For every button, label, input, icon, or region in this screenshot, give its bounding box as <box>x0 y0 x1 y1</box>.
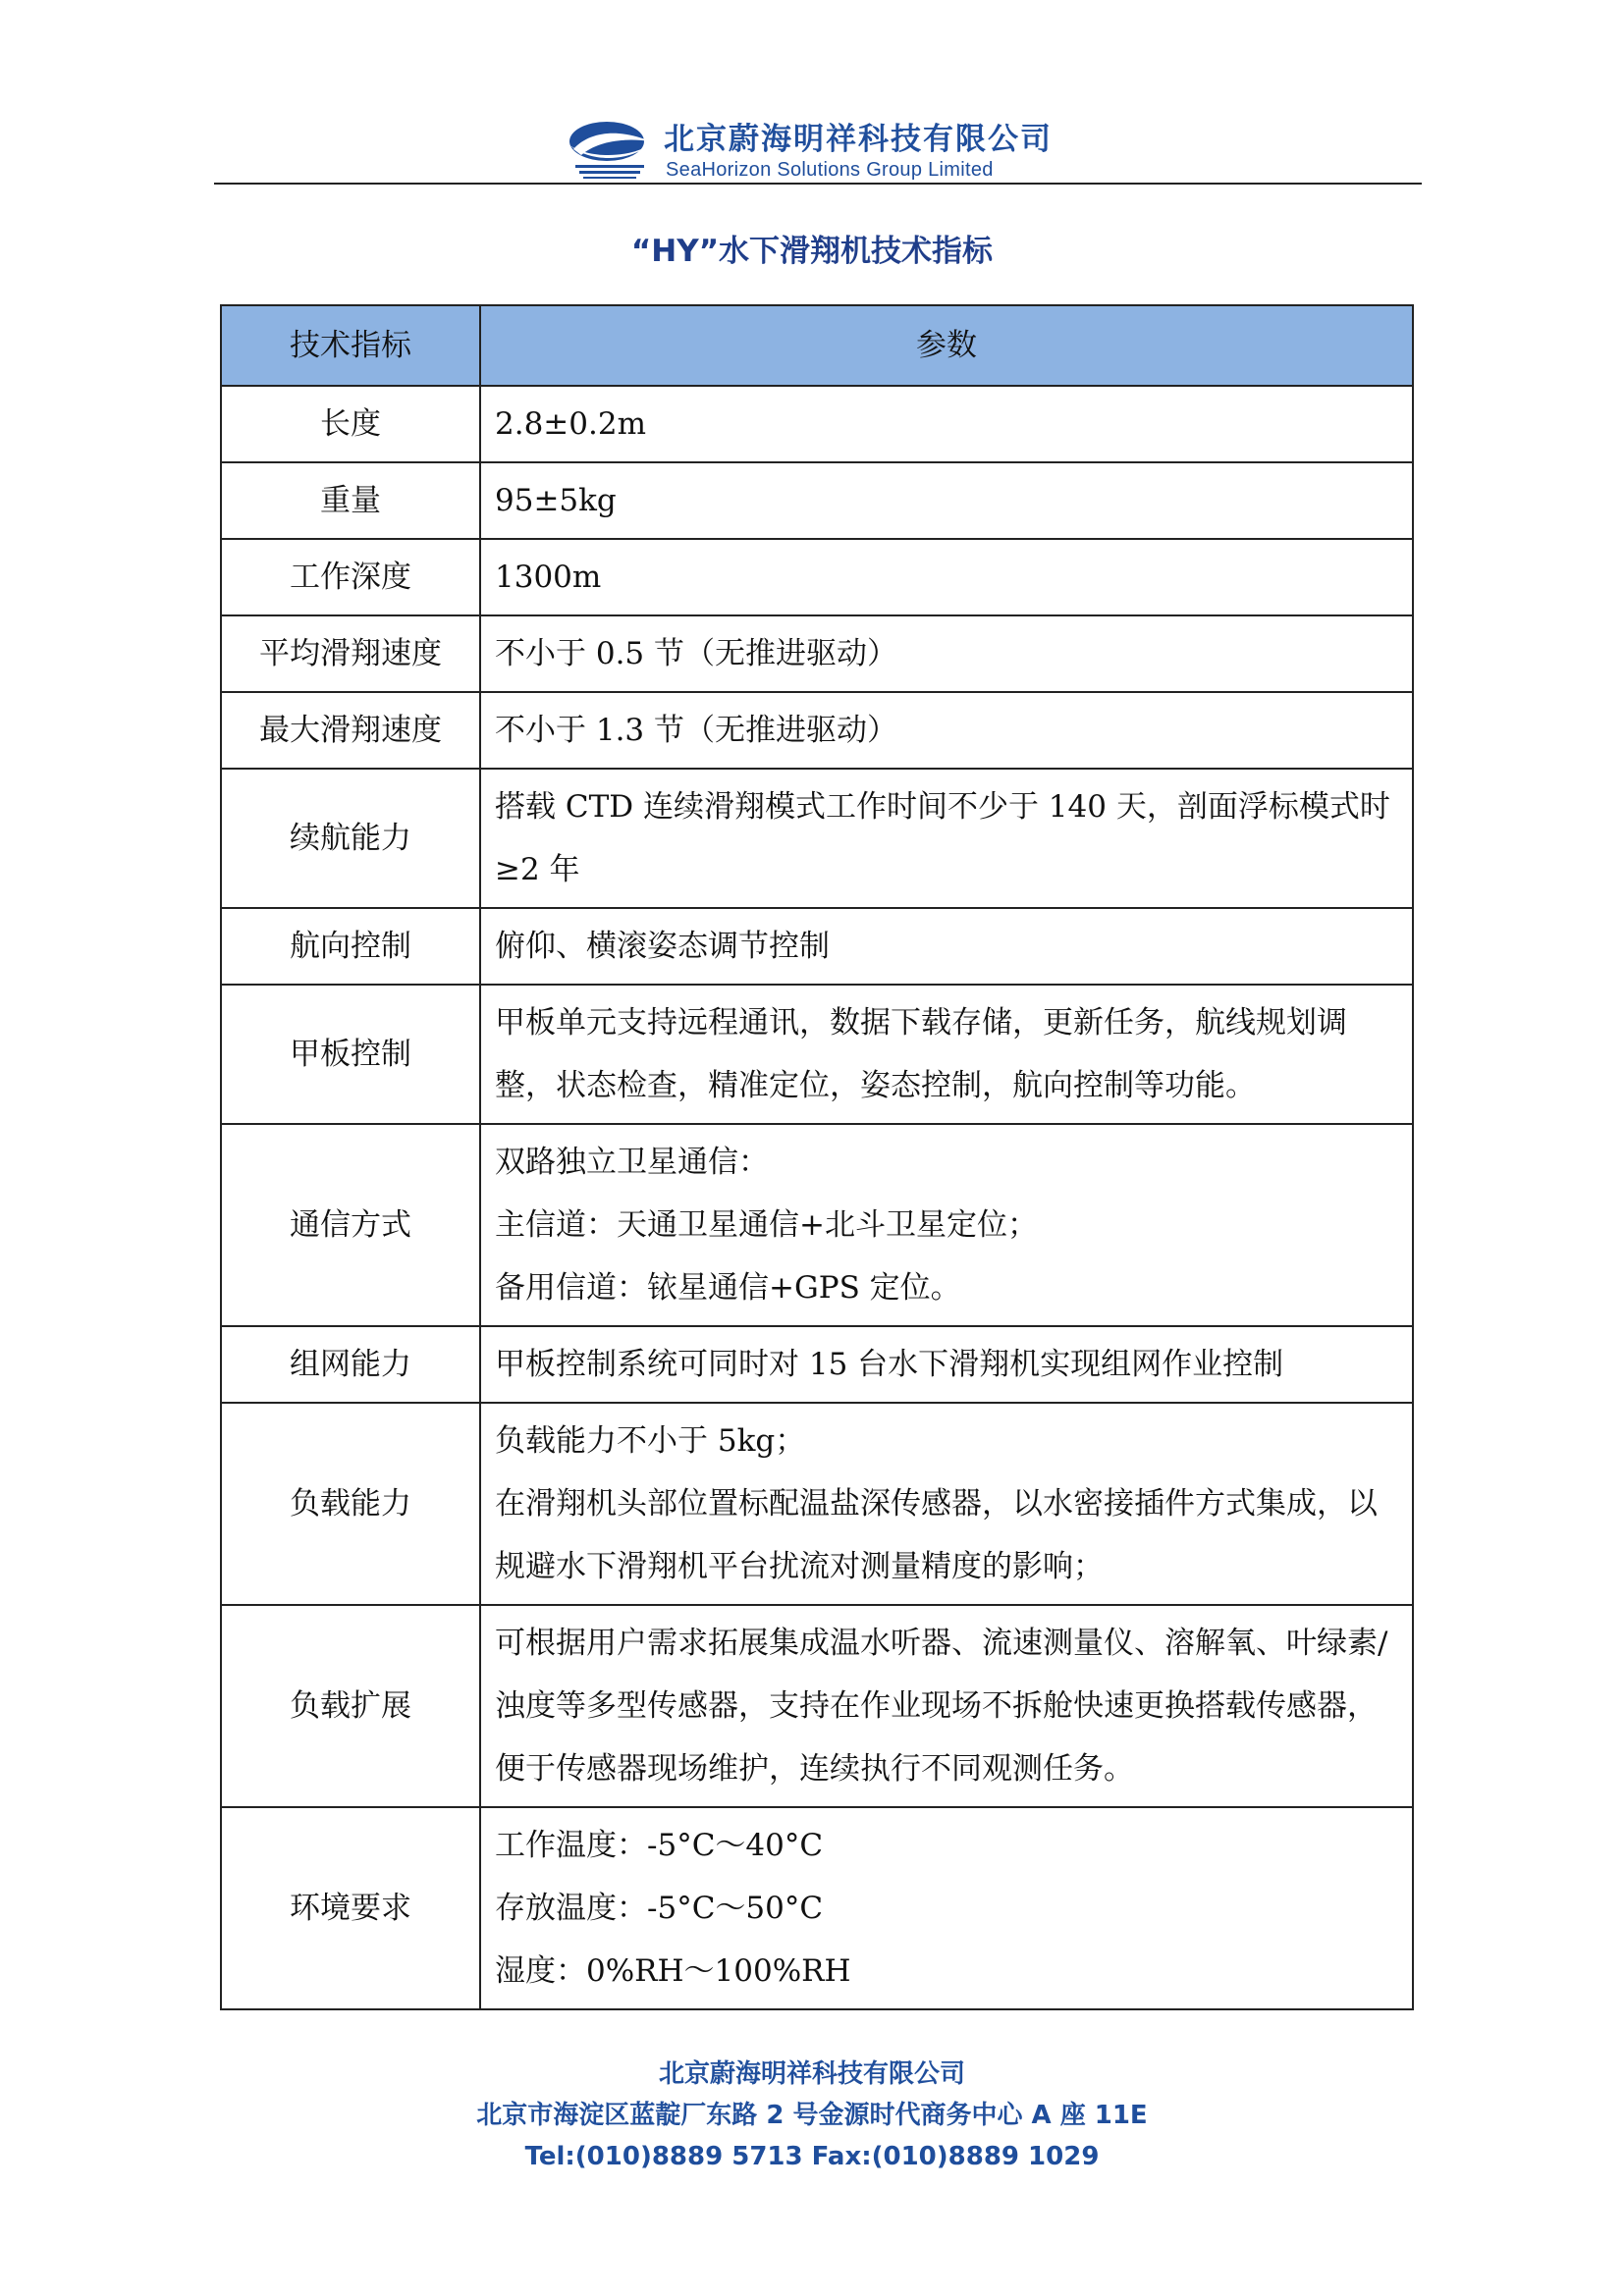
footer <box>0 2054 1624 2177</box>
spec-value <box>480 539 1413 615</box>
table-row <box>221 692 1413 769</box>
spec-key: 航向控制 <box>221 908 480 985</box>
spec-value <box>480 1807 1413 2009</box>
spec-value-line: 2.8±0.2m <box>495 406 646 442</box>
spec-key: 负载能力 <box>221 1403 480 1605</box>
spec-key: 长度 <box>221 386 480 462</box>
company-name-en: SeaHorizon Solutions Group Limited <box>666 159 994 181</box>
spec-value-line: 备用信道：铱星通信+GPS 定位。 <box>495 1270 961 1306</box>
spec-table <box>220 304 1414 2010</box>
spec-value-line: 双路独立卫星通信： <box>495 1145 769 1180</box>
spec-value <box>480 386 1413 462</box>
letterhead <box>0 108 1624 187</box>
footer-contact: Tel:(010)8889 5713 Fax:(010)8889 1029 <box>524 2142 1100 2171</box>
spec-value-line: 可根据用户需求拓展集成温水听器、流速测量仪、溶解氧、叶绿素/浊度等多型传感器，支持在作业现场不拆舱快速更换搭载传感器，便于传感器现场维护，连续执行不同观测任务。 <box>495 1626 1388 1787</box>
footer-company: 北京蔚海明祥科技有限公司 <box>658 2059 965 2089</box>
spec-key: 负载扩展 <box>221 1605 480 1807</box>
spec-value-line: 甲板控制系统可同时对 15 台水下滑翔机实现组网作业控制 <box>495 1347 1284 1382</box>
footer-address: 北京市海淀区蓝靛厂东路 2 号金源时代商务中心 A 座 11E <box>476 2101 1148 2130</box>
spec-value-line: 主信道：天通卫星通信+北斗卫星定位； <box>495 1207 1038 1243</box>
spec-value-line: 甲板单元支持远程通讯，数据下载存储，更新任务，航线规划调整，状态检查，精准定位，姿态控制，航向控制等功能。 <box>495 1005 1347 1103</box>
table-row <box>221 386 1413 462</box>
spec-value-line: 湿度：0%RH～100%RH <box>495 1953 851 1989</box>
column-header-metric: 技术指标 <box>221 305 480 386</box>
spec-value <box>480 985 1413 1124</box>
spec-value <box>480 1124 1413 1326</box>
spec-key: 通信方式 <box>221 1124 480 1326</box>
spec-value-line: 搭载 CTD 连续滑翔模式工作时间不少于 140 天，剖面浮标模式时≥2 年 <box>495 789 1390 887</box>
spec-value-line: 不小于 0.5 节（无推进驱动） <box>495 636 898 671</box>
spec-value <box>480 692 1413 769</box>
spec-key: 甲板控制 <box>221 985 480 1124</box>
spec-value-line: 不小于 1.3 节（无推进驱动） <box>495 713 898 748</box>
spec-value-line: 俯仰、横滚姿态调节控制 <box>495 929 830 964</box>
spec-value-line: 95±5kg <box>495 483 617 518</box>
spec-key: 重量 <box>221 462 480 539</box>
table-row <box>221 985 1413 1124</box>
spec-value-line: 存放温度：-5°C～50°C <box>495 1891 824 1926</box>
table-row <box>221 1605 1413 1807</box>
spec-value-line: 1300m <box>495 560 602 595</box>
spec-key: 环境要求 <box>221 1807 480 2009</box>
table-row <box>221 539 1413 615</box>
spec-key: 工作深度 <box>221 539 480 615</box>
spec-value <box>480 1403 1413 1605</box>
company-name-cn: 北京蔚海明祥科技有限公司 <box>664 122 1053 157</box>
table-row <box>221 615 1413 692</box>
spec-value <box>480 769 1413 908</box>
spec-value <box>480 908 1413 985</box>
spec-value <box>480 1326 1413 1403</box>
spec-key: 组网能力 <box>221 1326 480 1403</box>
spec-value <box>480 462 1413 539</box>
company-logo-icon <box>568 116 658 181</box>
spec-value-line: 工作温度：-5°C～40°C <box>495 1828 824 1863</box>
spec-value-line: 在滑翔机头部位置标配温盐深传感器，以水密接插件方式集成，以规避水下滑翔机平台扰流对测量精度的影响； <box>495 1486 1378 1584</box>
header-divider <box>214 183 1422 185</box>
spec-key: 续航能力 <box>221 769 480 908</box>
spec-key: 最大滑翔速度 <box>221 692 480 769</box>
table-row <box>221 462 1413 539</box>
table-row <box>221 908 1413 985</box>
document-title: “HY”水下滑翔机技术指标 <box>630 234 994 269</box>
spec-key: 平均滑翔速度 <box>221 615 480 692</box>
table-header-row <box>221 305 1413 386</box>
column-header-value: 参数 <box>480 305 1413 386</box>
table-row <box>221 1403 1413 1605</box>
spec-value-line: 负载能力不小于 5kg； <box>495 1423 806 1459</box>
table-row <box>221 1326 1413 1403</box>
spec-value <box>480 615 1413 692</box>
table-row <box>221 1807 1413 2009</box>
table-row <box>221 769 1413 908</box>
spec-value <box>480 1605 1413 1807</box>
table-row <box>221 1124 1413 1326</box>
